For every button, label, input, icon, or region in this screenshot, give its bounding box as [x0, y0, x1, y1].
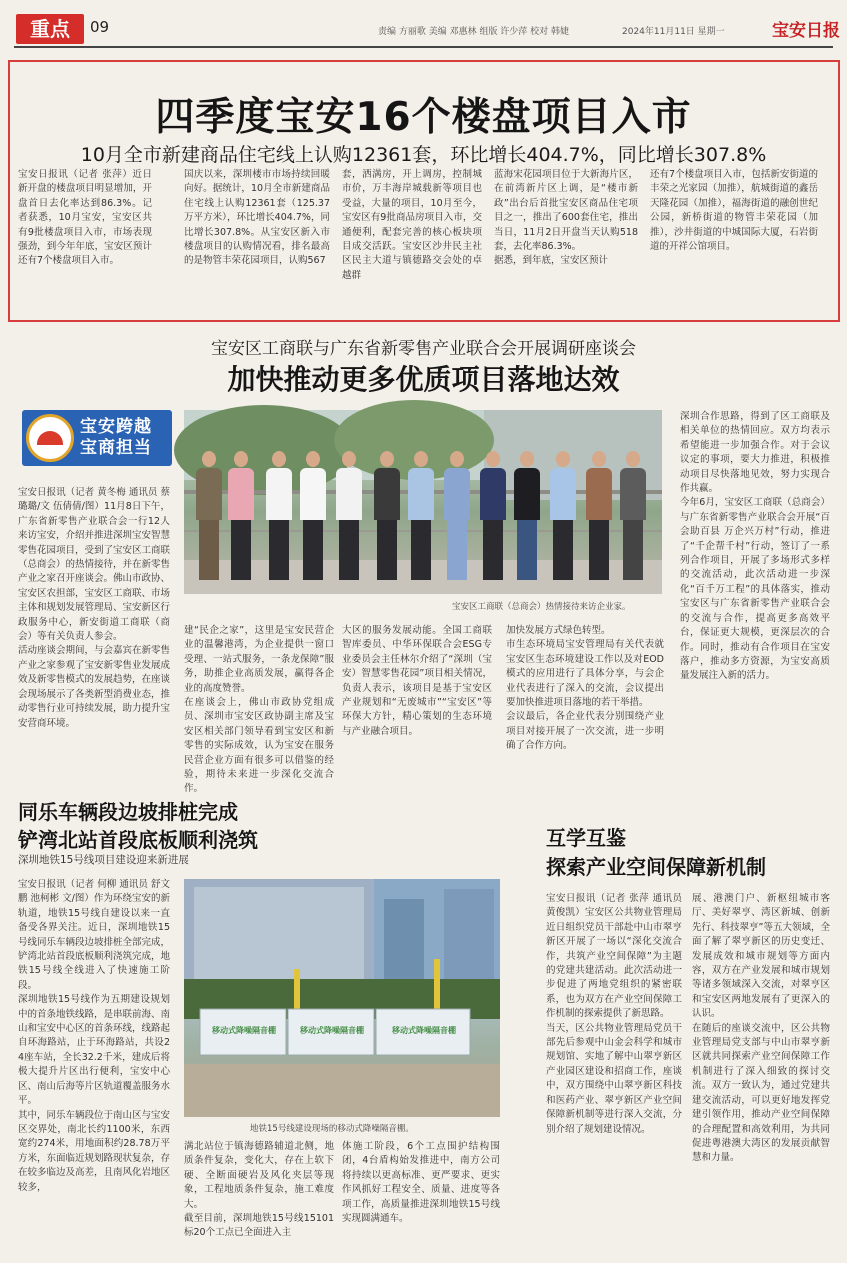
story3-column-1: 宝安日报讯（记者 何柳 通讯员 舒文鹏 池柯彬 文/图）作为环绕宝安的新轨道，地铁15号线自建设以来一直备受各界关注。近日，深圳地铁15号线同乐车辆段边坡排桩全部完成，铲湾北站首段底板顺利浇筑完成，地铁15号线全线进入了快速施工阶段。 深圳地铁15号线作为五期建设规划中的首条地铁线路，是串联前海、南山和宝安中心区的首条环线，线路起自环海路站，止于环海路站，共设24座车站，全长32.2千米，建成后将极大提升片区出行便利，宝安中心区、南山后海等片区轨道覆盖服务水平。 其中，同乐车辆段位于南山区与宝安区交界处，南北长约1100米，东西宽约274米，用地面积约28.78万平方米，东面临近规划路现状复杂，存在较多临边及高差，且南风化岩地区较多， — [18, 879, 171, 1193]
newspaper-logo: 宝安日报 — [772, 21, 840, 41]
badge-line-1: 宝安跨越 — [80, 417, 152, 437]
story1-column-3: 套，洒满房，开上调房，控制城市价，万丰海岸城载新等项目也受益，大量的项目，10月至今，宝安区有9批商品房项目入市，交通便利，配套完善的核心板块项目成交活跃。宝安区沙井民主社区民主大道与镇德路交会处的卓越群 — [342, 169, 482, 281]
group-photo — [184, 410, 662, 594]
story1-headline: 四季度宝安16个楼盘项目入市 — [155, 95, 692, 140]
story1-subheadline: 10月全市新建商品住宅线上认购12361套，环比增长404.7%，同比增长307.8% — [80, 144, 767, 166]
story4-headline-2: 探索产业空间保障新机制 — [546, 855, 766, 879]
story2-column-5: 深圳合作思路，得到了区工商联及相关单位的热情回应。双方均表示希望能进一步加强合作。对于会议议定的事项，要大力推进，积极推动项目尽快落地见效，努力实现合作共赢。 今年6月，宝安区工商联（总商会）与广东省新零售产业联合会开展“百会助百县 万企兴万村”行动，推进了“千企帮千村”行动，签订了一系列合作项目，开展了多场形式多样的交流活动，此次活动进一步深化“百千万工程”的具体落实，推动宝安区与广东省新零售产业联合会的交流与合作，提高更多高效平台，保证更大规模，更深层次的合作。同时，推动有合作项目在宝安落户，推动多方资源，为宝安高质量发展注入新的活力。 — [680, 411, 830, 682]
sign-label-3: 移动式降噪隔音棚 — [392, 1026, 456, 1035]
story4-column-1: 宝安日报讯（记者 张萍 通讯员 黄俊凯）宝安区公共物业管理局近日组织党员干部赴中山市翠亨新区开展了一场以“深化交流合作，共筑产业空间保障”为主题的党建共建活动。此次活动进一步促进了两地党组织的紧密联系，也为双方在产业空间保障工作机制的探索提供了新思路。 当天，区公共物业管理局党员干部先后参观中山金会科学和城市规划馆、实地了解中山翠亨新区产业园区建设和招商工作，座谈中，双方围绕中山翠亨新区科技和医药产业、翠亨新区产业空间保障新机制等进行深入交流，分别介绍了规划建设情况。 — [546, 893, 682, 1135]
column-badge — [22, 410, 172, 466]
issue-date: 2024年11月11日 星期一 — [622, 27, 725, 37]
story4-column-2: 展、港澳门户、新枢纽城市客厅、美好翠亨、湾区新城、创新先行、科技翠亨”等五大领域，全面了解了翠亨新区的历史变迁、发展成效和城市规划等方面内容，双方在产业发展和城市规划等诸多领域深入交流，对翠亨区和宝安区两地发展有了更深入的认识。 在随后的座谈交流中，区公共物业管理局党支部与中山市翠亨新区就共同探索产业空间保障工作机制进行了深入细致的探讨交流。双方一致认为，通过党建共建交流活动，可以更好地发挥党建引领作用，推动产业空间保障的合理配置和高效利用，为共同促进粤港澳大湾区的发展贡献智慧和力量。 — [692, 893, 830, 1164]
story2-column-1: 宝安日报讯（记者 黄冬梅 通讯员 蔡璐璐/文 伍倩倩/图）11月8日下午，广东省新零售产业联合会一行12人来访宝安，介绍并推进深圳宝安智慧零售花园项目，受到了宝安区工商联（总商会）的热情接待，并在新零售产业之家召开座谈会。佛山市政协、宝安区农担部，宝安区工商联、市场主体和规划发展管理局、宝安新区行政服务中心，新安街道工商联（商会）等有关负责人参会。 活动座谈会期间，与会嘉宾在新零售产业之家参观了宝安新零售业发展成效及新零售模式的发展趋势，在座谈会现场展示了各类新型消费业态，推动零售行业可持续发展，助力提升宝安营商环境。 — [18, 487, 171, 729]
construction-photo-caption: 地铁15号线建设现场的移动式降噪隔音棚。 — [250, 1124, 414, 1134]
story1-column-5: 还有7个楼盘项目入市，包括新安街道的丰荣之光家园（加推），航城街道的鑫岳天隆花园（加推），福海街道的融创世纪公园，新桥街道的物管丰荣花园（加推），沙井街道的中城国际大厦，石岩街道的开祥公馆项目。 — [650, 169, 818, 253]
page-number: 09 — [90, 18, 110, 36]
section-tag: 重点 — [16, 14, 84, 44]
story2-kicker: 宝安区工商联与广东省新零售产业联合会开展调研座谈会 — [211, 339, 636, 359]
story3-column-2: 满北站位于镇海德路辅道北侧，地质条件复杂，变化大，存在上软下硬、全断面硬岩及风化夹层等现象，工程地质条件复杂，施工难度大。 截至目前，深圳地铁15号线15101标20个工点已全面进入主 — [184, 1141, 334, 1239]
badge-emblem-icon — [26, 414, 74, 462]
story2-column-2: 建“民企之家”，这里是宝安民营企业的温馨港湾，为企业提供一窗口受理、一站式服务，一条龙保障”服务，助推企业高质发展，赢得各企业的高度赞誉。 在座谈会上，佛山市政协党组成员、深圳市宝安区政协副主席及宝安区相关部门领导看到宝安区和新零售的实际成效，认为宝安在服务民营企业方面有很多可以借鉴的经验，期待未来进一步深化交流合作。 — [184, 625, 334, 795]
header-rule — [14, 46, 833, 48]
construction-scene — [184, 879, 500, 1117]
story2-column-4: 加快发展方式绿色转型。 市生态环境局宝安管理局有关代表就宝安区生态环境建设工作以及对EOD模式的应用进行了具体分享，与会企业代表进行了深入的交流，会议提出要加快推进项目落地的若干举措。 会议最后，各企业代表分别围绕产业项目对接开展了一次交流，进一步明确了合作方向。 — [506, 625, 664, 752]
story3-subheadline: 深圳地铁15号线项目建设迎来新进展 — [18, 854, 189, 866]
story3-column-3: 体施工阶段，6个工点围护结构围闭，4台盾构始发推进中，南方公司将持续以更高标准、更严要求、更实作风抓好工程安全、质量、进度等各项工作，高质量推进深圳地铁15号线实现圆满通车。 — [342, 1141, 500, 1225]
story1-column-2: 国庆以来，深圳楼市市场持续回暖向好。据统计，10月全市新建商品住宅线上认购12361套（125.37万平方米），环比增长404.7%，同比增长307.8%。从宝安区新入市楼盘项目的认购情况看，排名最高的是物管丰荣花园项目，认购567 — [184, 169, 330, 267]
badge-line-2: 宝商担当 — [80, 438, 152, 458]
editor-credits: 责编 方丽歌 美编 邓惠林 组版 许少萍 校对 韩婕 — [378, 27, 570, 37]
construction-photo — [184, 879, 500, 1117]
story3-headline-2: 铲湾北站首段底板顺利浇筑 — [18, 828, 258, 852]
story1-column-4: 蓝海宋花园项目位于大新海片区，在前湾新片区上调，是“楼市新政”出台后首批宝安区商品住宅项目之一，推出了600套住宅，推出当日，11月2日开盘当天认购518套，去化率86.3%。 据悉，到年底，宝安区预计 — [494, 169, 638, 267]
story2-headline: 加快推动更多优质项目落地达效 — [227, 363, 620, 396]
group-photo-caption: 宝安区工商联（总商会）热情接待来访企业家。 — [452, 602, 631, 612]
story2-column-3: 大区的服务发展动能。全国工商联智库委员、中华环保联合会ESG专业委员会主任林尔介绍了“深圳（宝安）智慧零售花园”项目相关情况，负责人表示，该项目是基于宝安区产业规划和“无废城市”“宝安区”等环保大方针，精心策划的生态环境与产业融合项目。 — [342, 625, 492, 737]
story4-headline-1: 互学互鉴 — [546, 826, 626, 850]
sign-label-2: 移动式降噪隔音棚 — [300, 1026, 364, 1035]
story1-column-1: 宝安日报讯（记者 张萍）近日新开盘的楼盘项目明显增加，开盘首日去化率达到86.3%。记者获悉，10月宝安，宝安区共有9批楼盘项目入市，市场表现强劲，到今年年底，宝安区预计还有7个楼盘项目入市。 — [18, 169, 152, 267]
sign-label-1: 移动式降噪隔音棚 — [212, 1026, 276, 1035]
story3-headline-1: 同乐车辆段边坡排桩完成 — [18, 800, 238, 824]
